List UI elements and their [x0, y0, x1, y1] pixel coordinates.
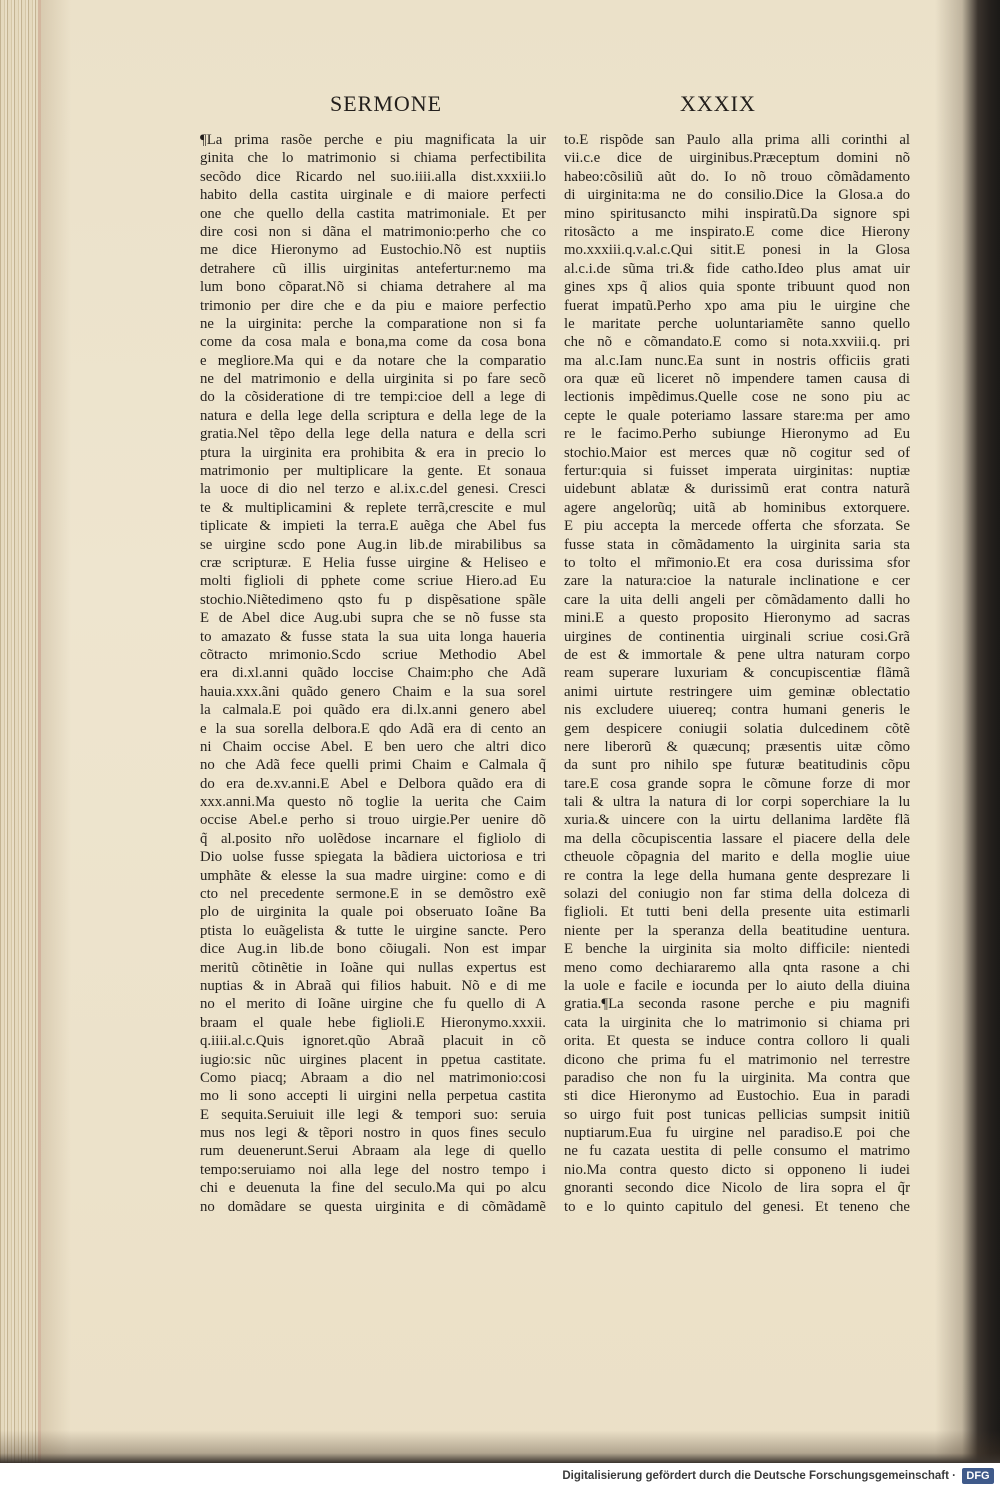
left-column [200, 131, 546, 1216]
left-column-line: rum deuenerunt.Serui Abraam ala lege di quello [200, 1143, 546, 1160]
right-column-line: nuptiarum.Eua fu uirgine nel paradiso.E poi che [564, 1125, 910, 1142]
left-column-line: do era de.xv.anni.E Abel e Delbora quãdo era di [200, 775, 546, 792]
left-column-line: Como piacq; Abraam a dio nel matrimonio:cosi [200, 1069, 546, 1086]
left-column-line: come da cosa mala e bona,ma come da cosa bona [200, 334, 546, 351]
left-column-line: matrimonio per multiplicare la gente. Et sonaua [200, 463, 546, 480]
right-column-line: solazi del coniugio non far stima della dolceza di [564, 886, 910, 903]
left-column-line: ne la uirginita: perche la comparatione non si fa [200, 315, 546, 332]
left-column-line: lum bono cõparat.Nõ si chiama detrahere al ma [200, 279, 546, 296]
right-column-line: xuria.& uincere con la uirtu dellanima lardẽte flã [564, 812, 910, 829]
right-column-line: fertur:quia si fuisset imperata uirginitas: nuptiæ [564, 463, 910, 480]
right-column-line: tare.E cosa grande sopra le cõmune forze di mor [564, 775, 910, 792]
right-column-line: habeo:cõsiliũ aũt do. Io nõ trouo cõmãdamento [564, 168, 910, 185]
right-column-line: gratia.¶La seconda rasone perche e piu magnifi [564, 996, 910, 1013]
left-column-line: e la sua sorella delbora.E qdo Adã era di cento an [200, 720, 546, 737]
left-column-line: ni Chaim occise Abel. E ben uero che altri dico [200, 738, 546, 755]
right-column-line: cepte le quale poteriamo lassare stare:ma per amo [564, 407, 910, 424]
right-column-line: orita. Et questa se induce contra colloro li quali [564, 1033, 910, 1050]
left-column-line: la calmala.E poi quãdo era di.lx.anni genero abel [200, 702, 546, 719]
left-column-line: secõdo dice Ricardo nel suo.iiii.alla dist.xxxiii.lo [200, 168, 546, 185]
left-column-line: one che quello della castita matrimoniale. Et per [200, 205, 546, 222]
running-title: SERMONE [330, 91, 443, 116]
right-column [564, 131, 910, 1216]
right-column-line: nis excludere uiuereq; contra humani generis le [564, 702, 910, 719]
right-column-line: zare la natura:cioe la naturale inclinatione e cer [564, 573, 910, 590]
left-column-line: tempo:seruiamo noi alla lege del nostro tempo i [200, 1161, 546, 1178]
digitization-credit: Digitalisierung gefördert durch die Deutsche Forschungsgemeinschaft · [562, 1469, 956, 1484]
right-column-line: animi uirtute restringere uim geminæ oblectatio [564, 683, 910, 700]
left-column-line: gratia.Nel tẽpo della lege della natura e della scri [200, 426, 546, 443]
right-column-line: stochio.Maior est merces quæ nõ cogitur sed of [564, 444, 910, 461]
right-column-line: niente per la speranza della beatitudine uentura. [564, 922, 910, 939]
right-column-line: nere liberorũ & quæcunq; præsentis uitæ cõmo [564, 738, 910, 755]
right-column-line: re le facimo.Perho subiunge Hieronymo ad Eu [564, 426, 910, 443]
right-column-line: gnoranti secondo dice Nicolo de lira sopra el q̃r [564, 1180, 910, 1197]
right-column-line: gines xps q̃ alios quia sponte tribuunt quod non [564, 279, 910, 296]
dfg-logo: DFG [962, 1468, 994, 1484]
left-column-line: trimonio per dire che e da piu e maiore perfectio [200, 297, 546, 314]
right-column-line: agere angelorũq; uitã ab hominibus extorquere. [564, 499, 910, 516]
right-column-line: ma al.c.Iam nunc.Ea sunt in nostris officiis grati [564, 352, 910, 369]
right-column-line: gem despicere coniugii solatia dulcedinem cõtẽ [564, 720, 910, 737]
right-column-line: to e lo quinto capitulo del genesi. Et teneno che [564, 1198, 910, 1215]
right-column-line: ritosãcto a me inspirato.E come dice Hierony [564, 223, 910, 240]
right-column-line: di uirginita:ma ne do consilio.Dice la Glosa.a do [564, 187, 910, 204]
left-column-line: E de Abel dice Aug.ubi supra che se nõ fusse sta [200, 610, 546, 627]
right-column-line: mino spiritusancto mihi inspiratũ.Da signore spi [564, 205, 910, 222]
left-column-line: plo de uirginita la quale poi obseruato Ioãne Ba [200, 904, 546, 921]
left-column-line: tiplicate & impieti la terra.E auẽga che Abel fus [200, 518, 546, 535]
footer-bar [0, 1463, 1000, 1490]
left-column-line: se uirgine scdo pone Aug.in lib.de mirabilibus sa [200, 536, 546, 553]
left-column-line: hauia.xxx.ãni quãdo genero Chaim e la sua sorel [200, 683, 546, 700]
right-column-line: to.E rispõde san Paulo alla prima alli corinthi al [564, 132, 910, 148]
left-column-line: habito della castita uirginale e di maiore perfecti [200, 187, 546, 204]
right-column-line: E benche la uirginita sia molto difficile: nientedi [564, 941, 910, 958]
left-column-line: detrahere cũ illis uirginitas antefertur:nemo ma [200, 260, 546, 277]
left-column-line: ginita che lo matrimonio si chiama perfectibilita [200, 150, 546, 167]
left-column-line: cræ scripturæ. E Helia fusse uirgine & Heliseo e [200, 554, 546, 571]
right-column-line: E piu accepta la mercede offerta che sforzata. Se [564, 518, 910, 535]
right-column-line: lectionis impẽdimus.Quelle cose ne sono piu ac [564, 389, 910, 406]
right-column-line: mini.E a questo proposito Hieronymo ad sacras [564, 610, 910, 627]
page-edge-shadow [41, 0, 71, 1463]
left-column-line: ¶La prima rasõe perche e piu magnificata la uir [200, 132, 546, 148]
right-column-line: la uole e facile e iocunda per lo aiuto della diuina [564, 977, 910, 994]
right-column-line: ora quæ eũ liceret nõ impendere tamen causa di [564, 371, 910, 388]
left-column-line: la uoce di dio nel terzo e al.ix.c.del genesi. Cresci [200, 481, 546, 498]
right-column-line: al.c.i.de sũma tri.& fide catho.Ideo plus amat uir [564, 260, 910, 277]
left-column-line: iugio:sic nũc uirgines placent in ppetua castitate. [200, 1051, 546, 1068]
right-column-line: dicono che prima fu el matrimonio nel terrestre [564, 1051, 910, 1068]
right-column-line: figlioli. Et tutti beni della presente uita estimarli [564, 904, 910, 921]
right-column-line: fusse stata in cõmãdamento la uirginita saria sta [564, 536, 910, 553]
left-column-line: dire cosi non si dãna el matrimonio:perho che co [200, 223, 546, 240]
left-column-line: ptura la uirginita era prohibita & era in precio lo [200, 444, 546, 461]
left-column-line: cõtracto mrimonio.Scdo scriue Methodio Abel [200, 646, 546, 663]
right-column-line: ne fu cazata uestita di pelle consumo el matrimo [564, 1143, 910, 1160]
left-column-line: mo li sono accepti li uirgini nella perpetua castita [200, 1088, 546, 1105]
right-column-line: uirgines de continentia uirginali scriue cosi.Grã [564, 628, 910, 645]
left-column-line: umphãte & elesse la sua madre uirgine: como e di [200, 867, 546, 884]
page-edges [0, 0, 38, 1463]
right-column-line: meno como dechiararemo alla qnta rasone a chi [564, 959, 910, 976]
left-column-line: e megliore.Ma qui e da notare che la comparatio [200, 352, 546, 369]
right-column-line: care la uita delli angeli per cõmãdamento dalli ho [564, 591, 910, 608]
right-column-line: to tolto el mr̃imonio.Et era cosa durissima sfor [564, 554, 910, 571]
left-column-line: cto nel precedente sermone.E in se demõstro exẽ [200, 886, 546, 903]
right-column-line: paradiso che non fu la uirginita. Ma contra que [564, 1069, 910, 1086]
right-column-line: de est & immortale & pene ultra naturam corpo [564, 646, 910, 663]
right-column-line: nio.Ma contra questo dicto si opponeno li iudei [564, 1161, 910, 1178]
right-column-line: uidebunt ablatæ & durissimũ erat contra naturã [564, 481, 910, 498]
left-column-line: to amazato & fusse stata la sua uita longa haueria [200, 628, 546, 645]
left-column-line: molti figlioli di pphete come scriue Hiero.ad Eu [200, 573, 546, 590]
right-column-line: le maritate perche uoluntariamẽte sanno quello [564, 315, 910, 332]
right-column-line: ctheuole cõpagnia del marito e della moglie uiue [564, 849, 910, 866]
left-column-line: meritũ cõtinẽtie in Ioãne qui nullas expertus est [200, 959, 546, 976]
right-column-line: vii.c.e dice de uirginibus.Præceptum domini nõ [564, 150, 910, 167]
left-column-line: no domãdare se questa uirginita e di cõmãdamẽ [200, 1198, 546, 1215]
right-column-line: sti dice Hieronymo ad Eustochio. Eua in paradi [564, 1088, 910, 1105]
left-column-line: no el merito di Ioãne uirgine che fu quello di A [200, 996, 546, 1013]
right-column-line: tali & ultra la natura di lor corpi soperchiare la lu [564, 794, 910, 811]
right-column-line: mo.xxxiii.q.v.al.c.Qui sitit.E ponesi in la Glosa [564, 242, 910, 259]
left-column-line: do la cõsideratione di tre tempi:cioe dell a lege di [200, 389, 546, 406]
left-column-line: E sequita.Seruiuit ille legi & tempori suo: seruia [200, 1106, 546, 1123]
left-column-line: te & multiplicamini & replete terrã,crescite e mul [200, 499, 546, 516]
page-bottom-shadow [0, 1430, 1000, 1463]
right-column-line: cata la uirginita che lo matrimonio si chiama pri [564, 1014, 910, 1031]
left-column-line: ptista lo euãgelista & tutte le uirgine sancte. Pero [200, 922, 546, 939]
right-column-line: che nõ e cõmandato.E como si nota.xxviii.q. pri [564, 334, 910, 351]
left-column-line: nuptias & in Abraã qui filios habuit. Nõ e di me [200, 977, 546, 994]
right-column-line: da sunt pro nihilo spe futuræ beatitudinis cõpu [564, 757, 910, 774]
right-column-line: ma della cõcupiscentia lassare el piacere della dele [564, 830, 910, 847]
right-column-line: so uirgo fuit post tunicas pellicias sumpsit initiũ [564, 1106, 910, 1123]
left-column-line: q.iiii.al.c.Quis ignoret.qũo Abraã placuit in cõ [200, 1033, 546, 1050]
left-column-line: stochio.Niẽtedimeno qsto fu p dispẽsatione spãle [200, 591, 546, 608]
left-column-line: me dice Hieronymo ad Eustochio.Nõ est nuptiis [200, 242, 546, 259]
left-column-line: Dio uolse fusse spiegata la bãdiera uictoriosa e tri [200, 849, 546, 866]
left-column-line: natura e della lege della scriptura e della lege de la [200, 407, 546, 424]
left-column-line: occise Abel.e perho si trouo uirgie.Per uenire dõ [200, 812, 546, 829]
right-column-line: ream superare luxuriam & concupiscentiæ flãmã [564, 665, 910, 682]
folio-number: XXXIX [680, 91, 756, 116]
left-column-line: braam el quale hebe figlioli.E Hieronymo.xxxii. [200, 1014, 546, 1031]
left-column-line: chi e deuenuta la fine del seculo.Ma qui po alcu [200, 1180, 546, 1197]
right-column-line: re contra la lege della humana gente desprezare li [564, 867, 910, 884]
left-column-line: dice Aug.in lib.de bono cõiugali. Non est impar [200, 941, 546, 958]
left-column-line: mus nos legi & tẽpori nostro in quos fines seculo [200, 1125, 546, 1142]
right-column-line: fuerat impatũ.Perho xpo ama piu le uirgine che [564, 297, 910, 314]
left-column-line: ne del matrimonio e della uirginita si po fare secõ [200, 371, 546, 388]
left-column-line: era di.xl.anni quãdo loccise Chaim:pho che Adã [200, 665, 546, 682]
left-column-line: q̃ al.posito nr̃o uolẽdose incarnare el figliolo di [200, 830, 546, 847]
left-column-line: no che Adã fece quelli primi Chaim e Calmala q̃ [200, 757, 546, 774]
left-column-line: xxx.anni.Ma questo nõ toglie la uerita che Caim [200, 794, 546, 811]
